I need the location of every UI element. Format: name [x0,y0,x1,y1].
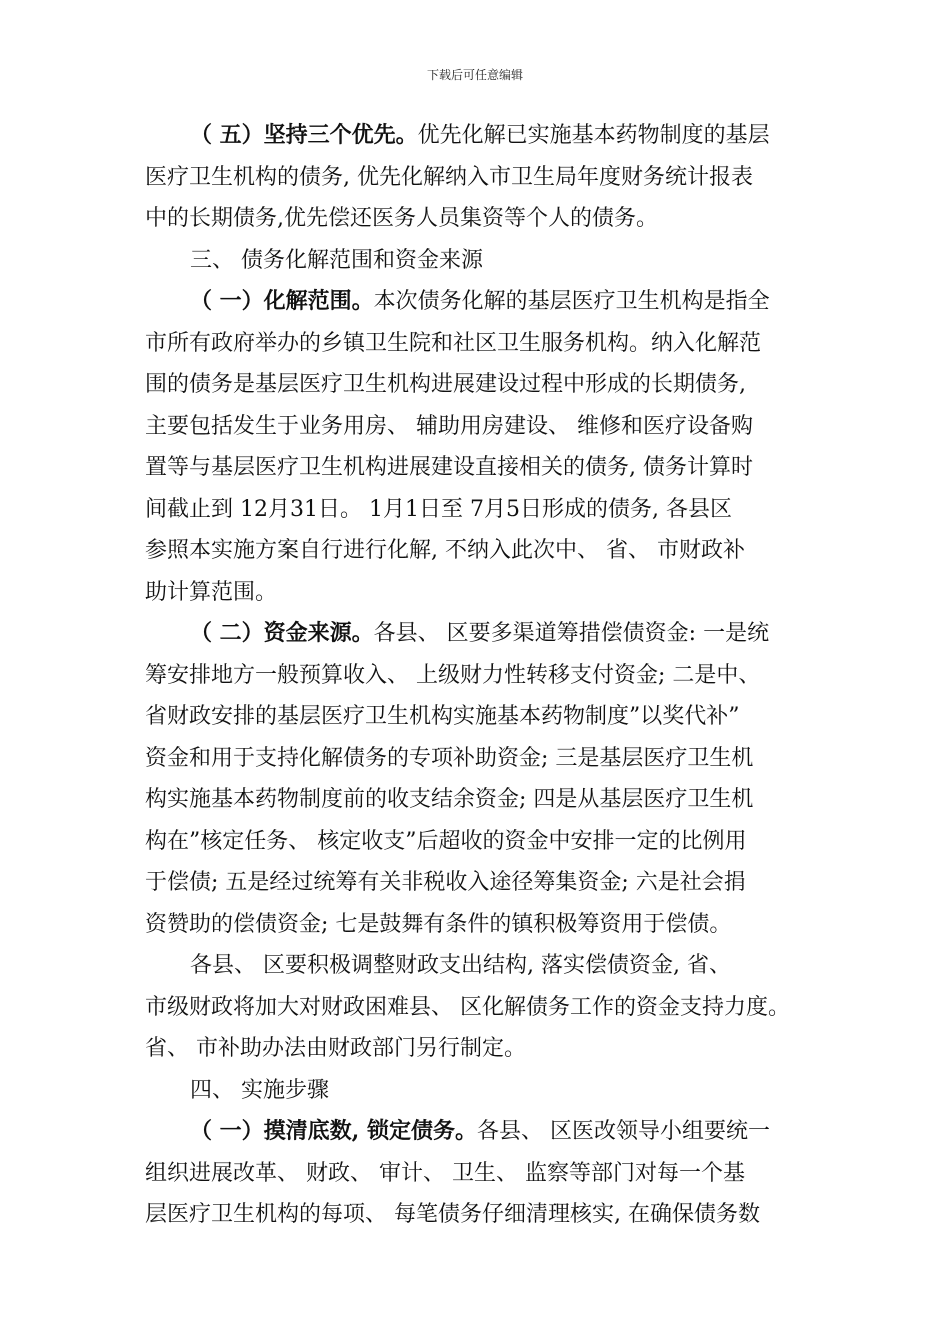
paragraph-line: 于偿债; 五是经过统筹有关非税收入途径筹集资金; 六是社会捐 [145,870,746,895]
text-run: 优先化解已实施基本药物制度的基层 [417,123,770,148]
text-run: 本次债务化解的基层医疗卫生机构是指全 [373,289,770,314]
paragraph-line: 医疗卫生机构的债务, 优先化解纳入市卫生局年度财务统计报表 [145,164,753,190]
text-run: 各县、 区要多渠道筹措偿债资金: 一是统 [373,621,770,646]
paragraph-line: 组织进展改革、 财政、 审计、 卫生、 监察等部门对每一个基 [145,1160,745,1186]
paragraph-line: 参照本实施方案自行进行化解, 不纳入此次中、 省、 市财政补 [145,538,745,563]
paragraph-line: 资金和用于支持化解债务的专项补助资金; 三是基层医疗卫生机 [145,745,754,771]
heading-run: （ 五）坚持三个优先。 [190,122,418,148]
paragraph-line: 省财政安排的基层医疗卫生机构实施基本药物制度”以奖代补” [145,704,740,729]
paragraph-line: 省、 市补助办法由财政部门另行制定。 [145,1036,526,1061]
heading-run: （ 二）资金来源。 [190,620,374,646]
heading-run: （ 一）摸清底数, 锁定债务。 [190,1118,477,1144]
paragraph-line: 主要包括发生于业务用房、 辅助用房建设、 维修和医疗设备购 [145,413,753,439]
paragraph-line: 资赞助的偿债资金; 七是鼓舞有条件的镇积极筹资用于偿债。 [145,911,732,937]
paragraph-line [145,115,810,157]
paragraph-line: 构实施基本药物制度前的收支结余资金; 四是从基层医疗卫生机 [145,787,754,812]
paragraph-line: 市所有政府举办的乡镇卫生院和社区卫生服务机构。纳入化解范 [145,330,762,356]
paragraph-line [145,281,810,323]
paragraph-line: 围的债务是基层医疗卫生机构进展建设过程中形成的长期债务, [145,372,746,397]
paragraph-line: 层医疗卫生机构的每项、 每笔债务仔细清理核实, 在确保债务数 [145,1202,760,1227]
paragraph-line: 助计算范围。 [145,579,278,605]
paragraph-line: 构在”核定任务、 核定收支”后超收的资金中安排一定的比例用 [145,828,747,854]
page-header: 下载后可任意编辑 [426,68,523,82]
paragraph-line [145,1111,810,1153]
paragraph-line: 置等与基层医疗卫生机构进展建设直接相关的债务, 债务计算时 [145,455,753,480]
section-heading: 四、 实施步骤 [190,1077,329,1103]
paragraph-line [145,613,810,655]
heading-run: （ 一）化解范围。 [190,288,374,314]
text-run: 各县、 区医改领导小组要统一 [476,1119,770,1144]
paragraph-line: 中的长期债务,优先偿还医务人员集资等个人的债务。 [145,206,658,231]
paragraph-line: 间截止到 12月31日。 1月1日至 7月5日形成的债务, 各县区 [145,496,732,522]
paragraph-line: 市级财政将加大对财政困难县、 区化解债务工作的资金支持力度。 [145,994,790,1020]
document-body [145,115,810,1236]
section-heading: 三、 债务化解范围和资金来源 [190,247,483,273]
paragraph-line: 各县、 区要积极调整财政支出结构, 落实偿债资金, 省、 [190,953,731,978]
paragraph-line: 筹安排地方一般预算收入、 上级财力性转移支付资金; 二是中、 [145,662,761,688]
